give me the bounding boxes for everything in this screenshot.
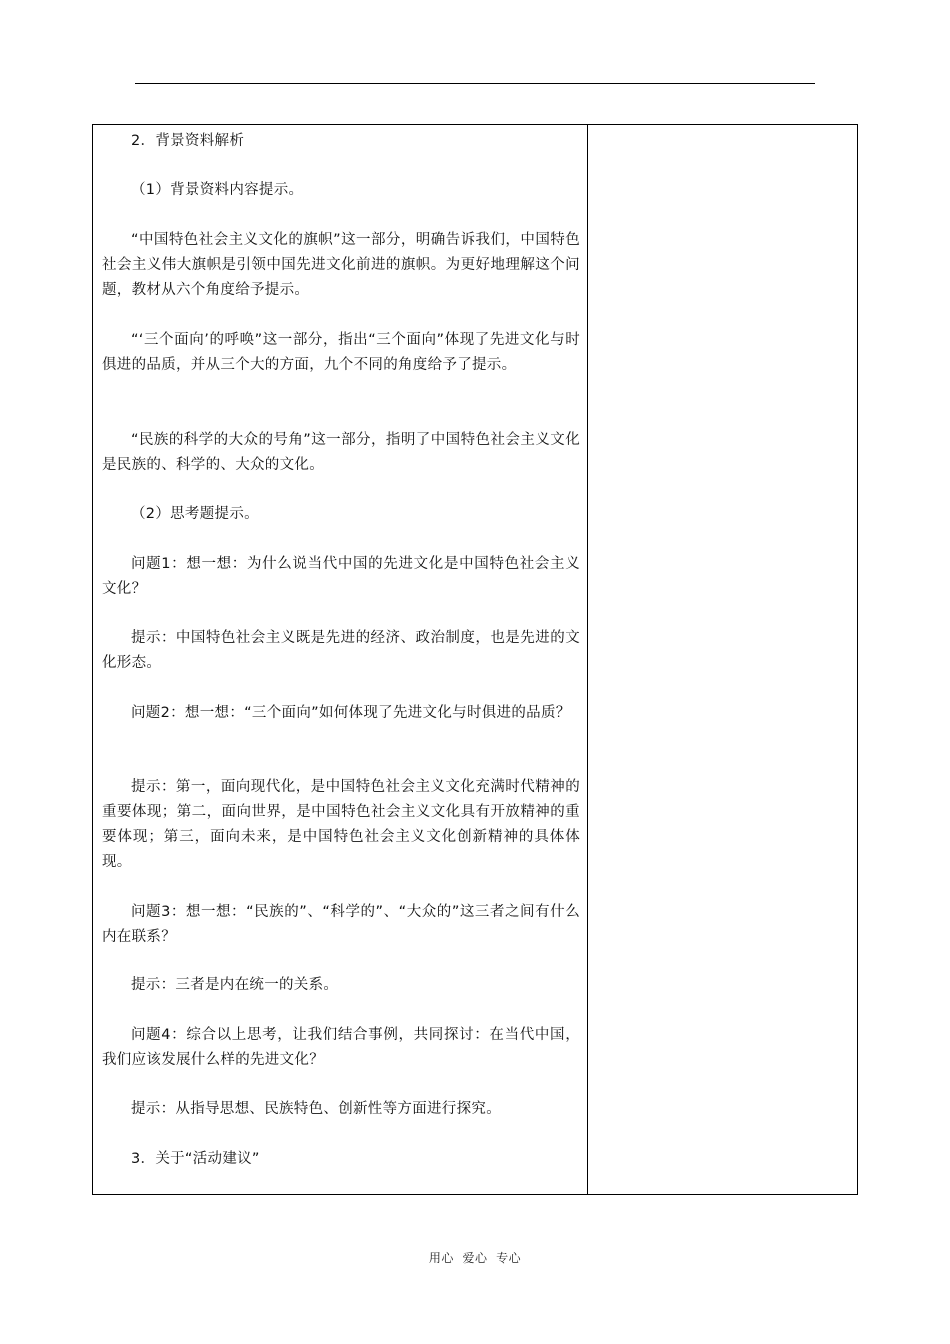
page-footer: 用心 爱心 专心 — [428, 1251, 522, 1265]
question-4: 问题4：综合以上思考，让我们结合事例，共同探讨：在当代中国，我们应该发展什么样的先进文化？ — [102, 1027, 580, 1068]
hint-1: 提示：中国特色社会主义既是先进的经济、政治制度，也是先进的文化形态。 — [102, 630, 580, 671]
content-table — [92, 124, 858, 1195]
notes-column — [588, 125, 857, 1194]
hint-4: 提示：从指导思想、民族特色、创新性等方面进行探究。 — [131, 1101, 501, 1117]
paragraph-three-orientations: “‘三个面向’的呼唤”这一部分，指出“三个面向”体现了先进文化与时俱进的品质，并从三个大的方面，九个不同的角度给予了提示。 — [102, 332, 580, 373]
subheading-content-hints: （1）背景资料内容提示。 — [131, 182, 304, 198]
paragraph-flag: “中国特色社会主义文化的旗帜”这一部分，明确告诉我们，中国特色社会主义伟大旗帜是引领中国先进文化前进的旗帜。为更好地理解这个问题，教材从六个角度给予提示。 — [102, 232, 580, 298]
question-2: 问题2：想一想：“三个面向”如何体现了先进文化与时俱进的品质？ — [131, 705, 571, 721]
header-rule — [135, 83, 815, 84]
question-1: 问题1：想一想：为什么说当代中国的先进文化是中国特色社会主义文化？ — [102, 556, 580, 597]
subheading-question-hints: （2）思考题提示。 — [131, 506, 259, 522]
hint-3: 提示：三者是内在统一的关系。 — [131, 977, 339, 993]
main-column — [93, 125, 587, 1194]
section-heading-activity: 3．关于“活动建议” — [131, 1151, 260, 1167]
paragraph-national-scientific-popular: “民族的科学的大众的号角”这一部分，指明了中国特色社会主义文化是民族的、科学的、大众的文化。 — [102, 432, 580, 473]
hint-2: 提示：第一，面向现代化，是中国特色社会主义文化充满时代精神的重要体现；第二，面向世界，是中国特色社会主义文化具有开放精神的重要体现；第三，面向未来，是中国特色社会主义文化创新精神的具体体现。 — [102, 779, 580, 870]
section-heading-background: 2．背景资料解析 — [131, 133, 245, 149]
question-3: 问题3：想一想：“民族的”、“科学的”、“大众的”这三者之间有什么内在联系？ — [102, 904, 580, 945]
